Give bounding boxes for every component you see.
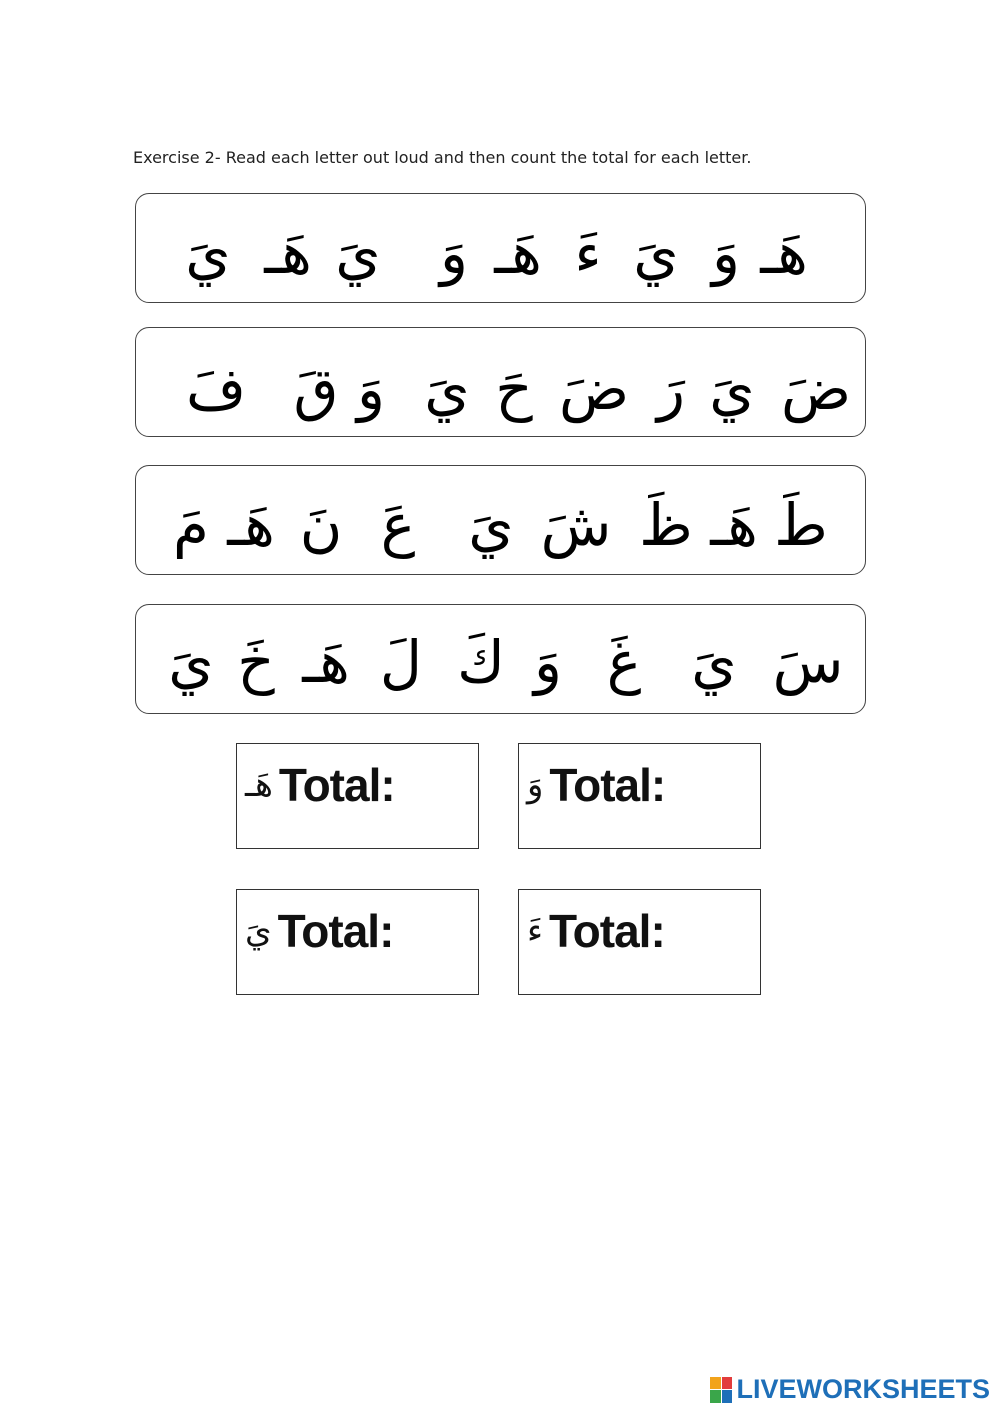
letter-item[interactable]: وَ: [533, 628, 563, 696]
total-box-hamza[interactable]: [518, 889, 761, 995]
letter-item[interactable]: لَ: [379, 628, 423, 696]
instructions-text: Exercise 2- Read each letter out loud and then count the total for each letter.: [133, 148, 752, 167]
letter-item[interactable]: ظَ: [639, 491, 693, 559]
letter-item[interactable]: هَـ: [264, 219, 312, 287]
letter-item[interactable]: حَ: [495, 355, 533, 423]
letter-item[interactable]: فَ: [185, 355, 247, 423]
letter-item[interactable]: قَ: [293, 355, 339, 423]
letter-item[interactable]: يَ: [709, 355, 755, 423]
letter-item[interactable]: هَـ: [760, 219, 808, 287]
total-label: Total:: [278, 759, 395, 811]
letter-item[interactable]: يَ: [424, 355, 470, 423]
letter-item[interactable]: هَـ: [302, 628, 350, 696]
letter-item[interactable]: غَ: [606, 628, 642, 696]
letter-item[interactable]: سَ: [772, 628, 844, 696]
letter-item[interactable]: هَـ: [227, 491, 275, 559]
letter-row-4: [135, 604, 866, 714]
letter-item[interactable]: خَ: [237, 628, 275, 696]
letter-item[interactable]: وَ: [439, 219, 469, 287]
letter-item[interactable]: نَ: [299, 491, 343, 559]
letter-item[interactable]: كَ: [457, 628, 505, 696]
letter-item[interactable]: يَ: [468, 491, 514, 559]
total-label: Total:: [549, 759, 666, 811]
letter-item[interactable]: يَ: [185, 219, 231, 287]
letter-item[interactable]: عَ: [380, 491, 416, 559]
letter-item[interactable]: مَ: [173, 491, 209, 559]
total-box-waw[interactable]: [518, 743, 761, 849]
letter-item[interactable]: يَ: [633, 219, 679, 287]
liveworksheets-logo-icon: [710, 1377, 732, 1403]
letter-item[interactable]: ضَ: [780, 355, 852, 423]
letter-item[interactable]: وَ: [356, 355, 386, 423]
letter-item[interactable]: شَ: [540, 491, 612, 559]
letter-row-2: [135, 327, 866, 437]
letter-row-1: [135, 193, 866, 303]
letter-item[interactable]: يَ: [691, 628, 737, 696]
total-letter: يَ: [245, 911, 272, 951]
letter-item[interactable]: طَ: [774, 491, 828, 559]
letter-item[interactable]: ءَ: [574, 219, 602, 287]
letter-item[interactable]: رَ: [656, 355, 686, 423]
liveworksheets-brand[interactable]: [710, 1374, 990, 1405]
total-box-ya[interactable]: [236, 889, 479, 995]
total-letter: ءَ: [527, 911, 543, 951]
total-label: Total:: [277, 905, 394, 957]
letter-item[interactable]: يَ: [335, 219, 381, 287]
letter-row-3: [135, 465, 866, 575]
letter-item[interactable]: وَ: [711, 219, 741, 287]
total-label: Total:: [549, 905, 665, 957]
total-letter: وَ: [527, 765, 544, 805]
brand-text: LIVEWORKSHEETS: [736, 1374, 990, 1404]
letter-item[interactable]: ضَ: [558, 355, 630, 423]
total-box-ha[interactable]: [236, 743, 479, 849]
letter-item[interactable]: هَـ: [710, 491, 758, 559]
letter-item[interactable]: هَـ: [494, 219, 542, 287]
letter-item[interactable]: يَ: [168, 628, 214, 696]
total-letter: هَـ: [245, 765, 273, 805]
